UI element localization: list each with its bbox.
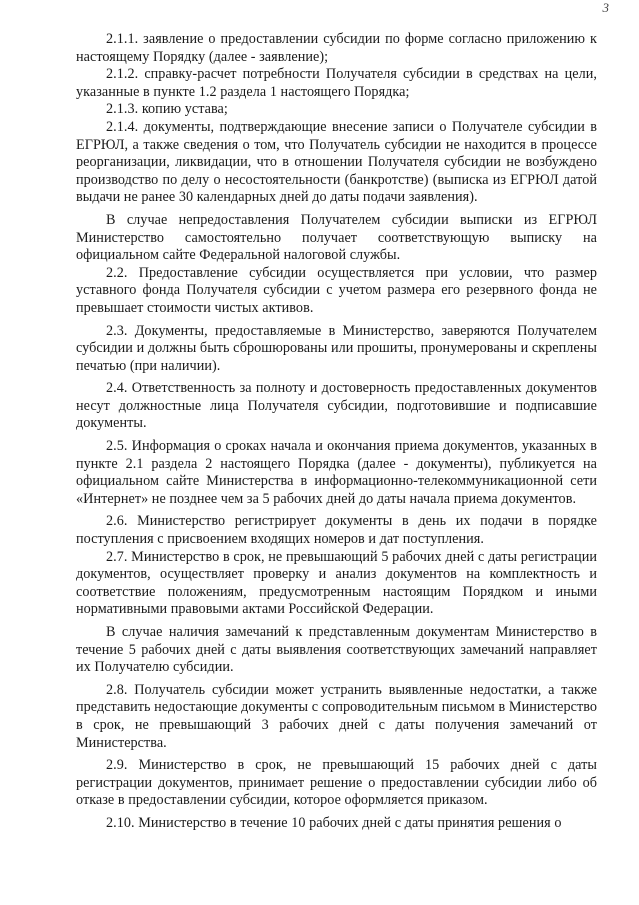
paragraph-remarks-note: В случае наличия замечаний к представленным документам Министерство в течение 5 рабочих дней с даты выявления соответствующих замечаний направляет их Получателю субсидии. bbox=[76, 624, 597, 676]
paragraph-2-7: 2.7. Министерство в срок, не превышающий 5 рабочих дней с даты регистрации документов, осуществляет проверку и анализ документов на комплектность и соответствие положениям, предусмотренным настоящим Порядком и иными нормативными правовыми актами Российской Федерации. bbox=[76, 548, 597, 618]
page-number: 3 bbox=[602, 0, 609, 15]
paragraph-2-10: 2.10. Министерство в течение 10 рабочих дней с даты принятия решения о bbox=[106, 814, 562, 831]
paragraph-2-1-2: 2.1.2. справку-расчет потребности Получателя субсидии в средствах на цели, указанные в пункте 1.2 раздела 1 настоящего Порядка; bbox=[76, 66, 597, 100]
paragraph-2-9: 2.9. Министерство в срок, не превышающий 15 рабочих дней с даты регистрации документов, принимает решение о предоставлении субсидии либо об отказе в предоставлении субсидии, которое оформляется приказом. bbox=[76, 757, 597, 809]
paragraph-egrul-note: В случае непредоставления Получателем субсидии выписки из ЕГРЮЛ Министерство самостоятельно получает соответствующую выписку на официальном сайте Федеральной налоговой службы. bbox=[76, 211, 597, 264]
document-body bbox=[76, 31, 597, 833]
paragraph-2-6: 2.6. Министерство регистрирует документы в день их подачи в порядке поступления с присвоением входящих номеров и дат поступления. bbox=[76, 513, 597, 548]
paragraph-2-1-3: 2.1.3. копию устава; bbox=[106, 101, 228, 118]
paragraph-2-5: 2.5. Информация о сроках начала и окончания приема документов, указанных в пункте 2.1 раздела 2 настоящего Порядка (далее - документы), публикуется на официальном сайте Министерства в информационно-телекоммуникационной сети «Интернет» не позднее чем за 5 рабочих дней до даты начала приема документов. bbox=[76, 438, 597, 507]
paragraph-2-8: 2.8. Получатель субсидии может устранить выявленные недостатки, а также представить недостающие документы с сопроводительным письмом в Министерство в срок, не превышающий 3 рабочих дней с даты получения замечаний от Министерства. bbox=[76, 681, 597, 751]
paragraph-2-1-1: 2.1.1. заявление о предоставлении субсидии по форме согласно приложению к настоящему Порядку (далее - заявление); bbox=[76, 31, 597, 65]
paragraph-2-3: 2.3. Документы, предоставляемые в Министерство, заверяются Получателем субсидии и должны быть сброшюрованы или прошиты, пронумерованы и скреплены печатью (при наличии). bbox=[76, 322, 597, 374]
paragraph-2-2: 2.2. Предоставление субсидии осуществляется при условии, что размер уставного фонда Получателя субсидии с учетом размера его резервного фонда не превышает стоимости чистых активов. bbox=[76, 264, 597, 316]
paragraph-2-1-4: 2.1.4. документы, подтверждающие внесение записи о Получателе субсидии в ЕГРЮЛ, а также сведения о том, что Получатель субсидии не находится в процессе реорганизации, ликвидации, что в отношении Получателя субсидии не возбуждено производство по делу о несостоятельности (банкротстве) (выписка из ЕГРЮЛ датой выдачи не ранее 30 календарных дней до даты подачи заявления). bbox=[76, 118, 597, 206]
paragraph-2-4: 2.4. Ответственность за полноту и достоверность предоставленных документов несут должностные лица Получателя субсидии, подготовившие и подписавшие документы. bbox=[76, 380, 597, 432]
